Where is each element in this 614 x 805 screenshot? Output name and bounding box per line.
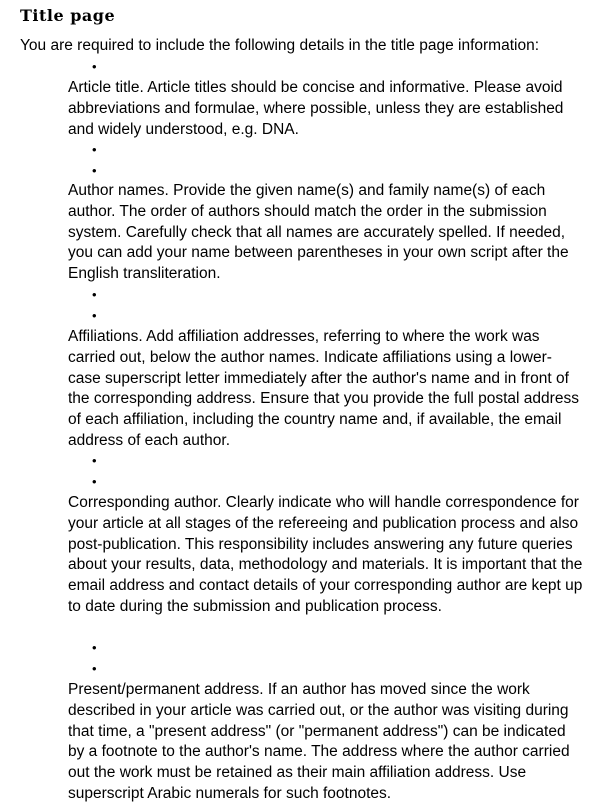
bullet-icon: •	[92, 142, 97, 157]
bullet-icon: •	[92, 453, 97, 468]
intro-text: You are required to include the following details in the title page information:	[20, 37, 540, 54]
page-heading: Title page	[20, 6, 116, 25]
item-present-address: Present/permanent address. If an author has moved since the work described in your article was carried out, or the author was visiting during that time, a "present address" (or "permanent address") can be indicated by a footnote to the author's name. The address where the author carried out the work must be retained as their main affiliation address. Use superscript Arabic numerals for such footnotes.	[68, 681, 570, 802]
bullet-icon: •	[92, 163, 97, 178]
item-corresponding-author: Corresponding author. Clearly indicate who will handle correspondence for your article at all stages of the refereeing and publication process and also post-publication. This responsibility includes answering any future queries about your results, data, methodology and materials. It is important that the email address and contact details of your corresponding author are kept up to date during the submission and publication process.	[68, 494, 583, 615]
item-affiliations: Affiliations. Add affiliation addresses, referring to where the work was carried out, below the author names. Indicate affiliations using a lower-case superscript letter immediately after the author's name and in front of the corresponding address. Ensure that you provide the full postal address of each affiliation, including the country name and, if available, the email address of each author.	[68, 328, 579, 449]
bullet-icon: •	[92, 640, 97, 655]
bullet-icon: •	[92, 59, 97, 74]
bullet-icon: •	[92, 661, 97, 676]
bullet-icon: •	[92, 287, 97, 302]
item-article-title: Article title. Article titles should be concise and informative. Please avoid abbreviations and formulae, where possible, unless they are established and widely understood, e.g. DNA.	[68, 79, 564, 138]
bullet-icon: •	[92, 308, 97, 323]
bullet-icon: •	[92, 474, 97, 489]
item-author-names: Author names. Provide the given name(s) and family name(s) of each author. The order of authors should match the order in the submission system. Carefully check that all names are accurately spelled. If needed, you can add your name between parentheses in your own script after the English transliteration.	[68, 182, 569, 283]
